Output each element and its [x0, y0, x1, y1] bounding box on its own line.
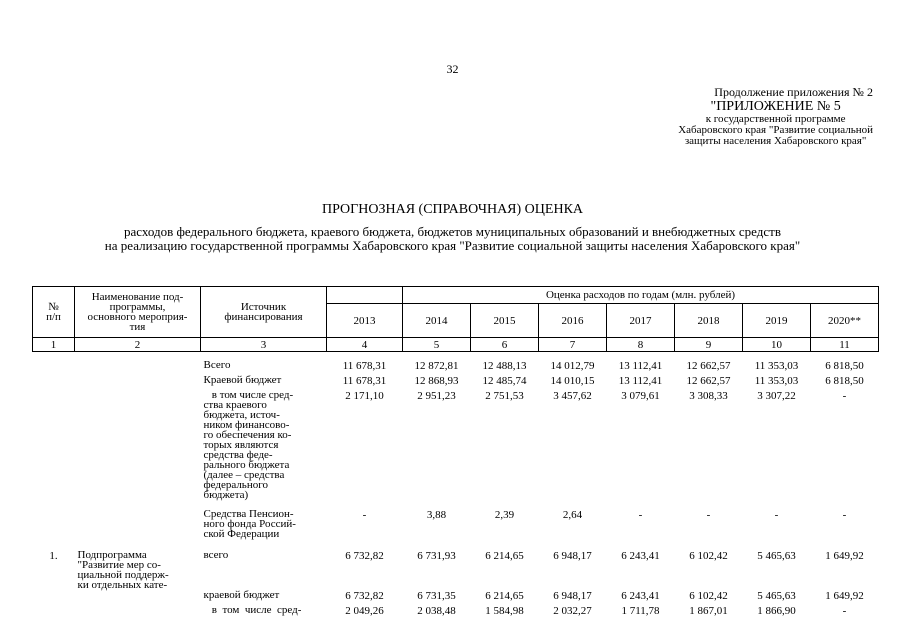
row-name: [75, 360, 201, 375]
row-value: 1 649,92: [825, 550, 864, 562]
row-value: 11 353,03: [754, 360, 799, 372]
column-index: 6: [471, 338, 539, 352]
row-name: [75, 590, 201, 605]
row-value: 3 308,33: [689, 390, 728, 402]
row-value: 6 214,65: [485, 550, 524, 562]
row-source: в том числе сред- ства краевого бюджета, источ- ником финансово- го обеспечения ко- торых являются средства феде- рального бюджета (далее – средства федерального бюджета): [203, 389, 294, 501]
row-value: 2 951,23: [417, 390, 456, 402]
row-value: -: [842, 390, 847, 402]
row-value: 6 818,50: [825, 375, 864, 387]
row-value: 2,39: [494, 509, 515, 521]
row-value: 2 751,53: [485, 390, 524, 402]
row-value: 6 243,41: [621, 550, 660, 562]
column-index: 7: [539, 338, 607, 352]
column-index: 2: [75, 338, 201, 352]
column-index: 10: [743, 338, 811, 352]
row-source: краевой бюджет: [203, 589, 280, 601]
row-value: 12 662,57: [686, 375, 731, 387]
document-title: ПРОГНОЗНАЯ (СПРАВОЧНАЯ) ОЦЕНКА: [321, 202, 584, 217]
row-value: 6 732,82: [345, 590, 384, 602]
row-number: [33, 390, 75, 509]
row-value: 1 584,98: [485, 605, 524, 617]
appendix-line: защиты населения Хабаровского края": [684, 135, 867, 147]
table-row: [33, 605, 879, 620]
continuation-note: Продолжение приложения № 2: [714, 85, 873, 99]
row-value: -: [842, 605, 847, 617]
row-value: 3 307,22: [757, 390, 796, 402]
row-value: 12 485,74: [482, 375, 527, 387]
row-value: -: [638, 509, 643, 521]
header-source: Источник финансирования: [201, 287, 327, 338]
column-index: 9: [675, 338, 743, 352]
column-index: 8: [607, 338, 675, 352]
row-value: -: [362, 509, 367, 521]
appendix-block: [678, 100, 873, 147]
row-value: 12 488,13: [482, 360, 527, 372]
row-name: [75, 605, 201, 620]
row-value: 6 818,50: [825, 360, 864, 372]
row-value: 6 214,65: [485, 590, 524, 602]
row-value: 6 243,41: [621, 590, 660, 602]
header-number: № п/п: [33, 287, 75, 338]
page-number: 32: [446, 62, 459, 76]
row-source: Краевой бюджет: [203, 374, 282, 386]
row-name: [75, 509, 201, 550]
row-value: 14 010,15: [550, 375, 595, 387]
column-index: 4: [327, 338, 403, 352]
row-source: Средства Пенсион- ного фонда Россий- ской Федерации: [203, 508, 296, 540]
column-index-row: [33, 338, 879, 352]
subtitle-line-1: расходов федерального бюджета, краевого бюджета, бюджетов муниципальных образований и внебюджетных средств: [124, 224, 781, 239]
row-value: 13 112,41: [618, 375, 663, 387]
row-value: 14 012,79: [550, 360, 595, 372]
header-year: 2015: [471, 304, 539, 338]
row-number: 1.: [49, 550, 58, 562]
row-value: 6 731,93: [417, 550, 456, 562]
row-value: 13 112,41: [618, 360, 663, 372]
appendix-line: Хабаровского края "Развитие социальной: [678, 124, 873, 136]
row-value: 11 678,31: [342, 375, 387, 387]
row-value: -: [774, 509, 779, 521]
row-value: 2 038,48: [417, 605, 456, 617]
row-value: 11 353,03: [754, 375, 799, 387]
row-value: 6 948,17: [553, 550, 592, 562]
row-value: 2 171,10: [345, 390, 384, 402]
row-value: 2,64: [562, 509, 583, 521]
row-name: [75, 390, 201, 509]
header-blank: [327, 287, 403, 304]
column-index: 11: [811, 338, 879, 352]
table-row: [33, 390, 879, 509]
row-value: 5 465,63: [757, 590, 796, 602]
row-value: 3 457,62: [553, 390, 592, 402]
row-value: 2 032,27: [553, 605, 592, 617]
table-row: [33, 360, 879, 375]
row-number: [33, 375, 75, 390]
column-index: 1: [33, 338, 75, 352]
header-year: 2016: [539, 304, 607, 338]
row-number: [33, 360, 75, 375]
header-year: 2017: [607, 304, 675, 338]
subtitle-line-2: на реализацию государственной программы Хабаровского края "Развитие социальной защиты населения Хабаровского края": [104, 238, 801, 253]
row-number: [33, 590, 75, 605]
table-row: [33, 590, 879, 605]
header-year: 2013: [327, 304, 403, 338]
row-value: 12 872,81: [414, 360, 459, 372]
row-number: [33, 509, 75, 550]
document-subtitle: [0, 225, 905, 253]
row-value: 5 465,63: [757, 550, 796, 562]
row-value: -: [842, 509, 847, 521]
header-year: 2018: [675, 304, 743, 338]
row-name: [75, 375, 201, 390]
row-value: 12 868,93: [414, 375, 459, 387]
row-source: в том числе сред-: [203, 604, 302, 616]
header-year: 2014: [403, 304, 471, 338]
column-index: 5: [403, 338, 471, 352]
row-value: 11 678,31: [342, 360, 387, 372]
row-value: 6 732,82: [345, 550, 384, 562]
row-value: 1 867,01: [689, 605, 728, 617]
column-index: 3: [201, 338, 327, 352]
expenditure-table: [32, 286, 879, 620]
row-value: -: [706, 509, 711, 521]
row-value: 2 049,26: [345, 605, 384, 617]
appendix-line: к государственной программе: [705, 113, 846, 125]
row-number: [33, 605, 75, 620]
row-value: 6 948,17: [553, 590, 592, 602]
row-value: 1 866,90: [757, 605, 796, 617]
header-name: Наименование под- программы, основного мероприя- тия: [75, 287, 201, 338]
row-source: всего: [203, 549, 229, 561]
spacer-row: [33, 352, 879, 361]
row-value: 6 731,35: [417, 590, 456, 602]
row-value: 12 662,57: [686, 360, 731, 372]
row-name: Подпрограмма "Развитие мер со- циальной поддерж- ки отдельных кате-: [77, 549, 169, 591]
table-row: [33, 509, 879, 550]
row-value: 1 711,78: [621, 605, 660, 617]
row-source: Всего: [203, 359, 231, 371]
row-value: 6 102,42: [689, 590, 728, 602]
header-year: 2019: [743, 304, 811, 338]
table-row: [33, 550, 879, 590]
row-value: 1 649,92: [825, 590, 864, 602]
appendix-title: "ПРИЛОЖЕНИЕ № 5: [710, 99, 841, 114]
header-estimate: Оценка расходов по годам (млн. рублей): [403, 287, 879, 304]
header-year: 2020**: [811, 304, 879, 338]
table-row: [33, 375, 879, 390]
row-value: 3,88: [426, 509, 447, 521]
row-value: 6 102,42: [689, 550, 728, 562]
row-value: 3 079,61: [621, 390, 660, 402]
